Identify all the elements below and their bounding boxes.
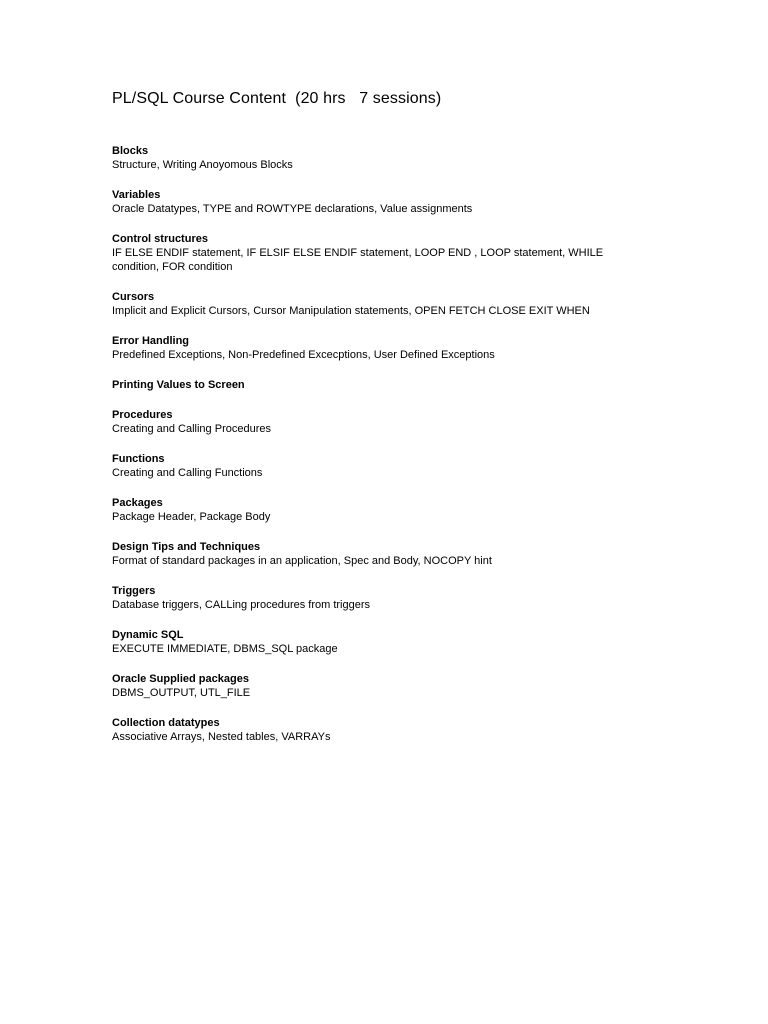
section-heading: Collection datatypes <box>112 717 220 729</box>
section-printing-values <box>112 378 652 392</box>
section-description: Associative Arrays, Nested tables, VARRAYs <box>112 731 331 743</box>
section-heading: Packages <box>112 497 163 509</box>
section-description: Implicit and Explicit Cursors, Cursor Manipulation statements, OPEN FETCH CLOSE EXIT WHEN <box>112 305 590 317</box>
section-heading: Triggers <box>112 585 156 597</box>
section-triggers <box>112 584 652 612</box>
section-collection-datatypes <box>112 716 652 744</box>
section-description: Format of standard packages in an application, Spec and Body, NOCOPY hint <box>112 555 492 567</box>
section-blocks <box>112 144 652 172</box>
section-description: Structure, Writing Anoyomous Blocks <box>112 159 293 171</box>
section-heading: Variables <box>112 189 161 201</box>
document-title: PL/SQL Course Content (20 hrs 7 sessions) <box>112 90 442 107</box>
section-heading: Functions <box>112 453 165 465</box>
section-description: DBMS_OUTPUT, UTL_FILE <box>112 687 251 699</box>
section-description: IF ELSE ENDIF statement, IF ELSIF ELSE ENDIF statement, LOOP END , LOOP statement, WHILE condition, FOR condition <box>112 247 604 273</box>
section-control-structures <box>112 232 652 274</box>
section-dynamic-sql <box>112 628 652 656</box>
section-description: Oracle Datatypes, TYPE and ROWTYPE declarations, Value assignments <box>112 203 473 215</box>
section-description: Predefined Exceptions, Non-Predefined Excecptions, User Defined Exceptions <box>112 349 495 361</box>
section-procedures <box>112 408 652 436</box>
section-heading: Blocks <box>112 145 149 157</box>
section-heading: Cursors <box>112 291 155 303</box>
section-heading: Oracle Supplied packages <box>112 673 249 685</box>
section-cursors <box>112 290 652 318</box>
section-heading: Dynamic SQL <box>112 629 184 641</box>
section-description: Creating and Calling Functions <box>112 467 263 479</box>
section-packages <box>112 496 652 524</box>
section-oracle-supplied-packages <box>112 672 652 700</box>
section-description: Creating and Calling Procedures <box>112 423 271 435</box>
section-description: EXECUTE IMMEDIATE, DBMS_SQL package <box>112 643 338 655</box>
section-heading: Design Tips and Techniques <box>112 541 261 553</box>
section-heading: Procedures <box>112 409 173 421</box>
section-variables <box>112 188 652 216</box>
section-heading: Error Handling <box>112 335 190 347</box>
section-heading: Printing Values to Screen <box>112 379 245 391</box>
section-heading: Control structures <box>112 233 208 245</box>
section-functions <box>112 452 652 480</box>
section-error-handling <box>112 334 652 362</box>
section-description: Package Header, Package Body <box>112 511 271 523</box>
section-description: Database triggers, CALLing procedures from triggers <box>112 599 371 611</box>
document-page <box>112 88 652 760</box>
section-design-tips <box>112 540 652 568</box>
